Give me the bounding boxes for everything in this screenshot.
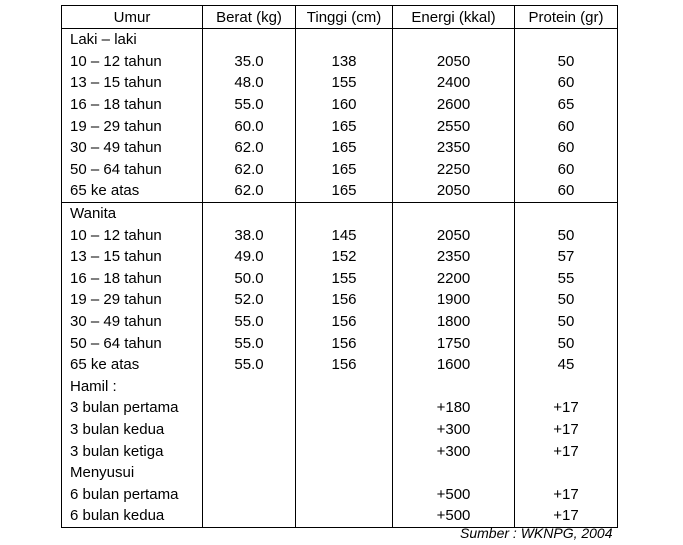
table-cell: 60.0 (203, 115, 296, 137)
table-cell: 19 – 29 tahun (62, 115, 203, 137)
table-row (62, 289, 618, 311)
table-cell (203, 419, 296, 441)
table-cell: 50 (515, 51, 618, 73)
table-row (62, 440, 618, 462)
table-cell: 55.0 (203, 354, 296, 376)
header-protein: Protein (gr) (515, 6, 618, 29)
table-cell: 60 (515, 159, 618, 181)
table-cell: Menyusui (62, 462, 203, 484)
table-row (62, 354, 618, 376)
empty-cell (393, 202, 515, 224)
table-cell: +17 (515, 397, 618, 419)
table-cell: 50 (515, 332, 618, 354)
table-cell (296, 505, 393, 527)
table-cell: +500 (393, 483, 515, 505)
table-row (62, 72, 618, 94)
table-cell: 156 (296, 311, 393, 333)
header-row (62, 6, 618, 29)
empty-cell (515, 29, 618, 51)
empty-cell (203, 29, 296, 51)
table-cell (515, 462, 618, 484)
table-cell: 2350 (393, 246, 515, 268)
table-cell: +17 (515, 483, 618, 505)
table-cell (296, 440, 393, 462)
table-cell: 16 – 18 tahun (62, 268, 203, 290)
table-cell: 50 (515, 311, 618, 333)
table-row (62, 332, 618, 354)
table-cell: 50 – 64 tahun (62, 332, 203, 354)
table-cell: 165 (296, 115, 393, 137)
table-cell: 156 (296, 332, 393, 354)
table-cell: +500 (393, 505, 515, 527)
table-row (62, 246, 618, 268)
empty-cell (203, 202, 296, 224)
table-cell: 30 – 49 tahun (62, 311, 203, 333)
table-row (62, 505, 618, 527)
table-cell: 13 – 15 tahun (62, 72, 203, 94)
table-cell (203, 505, 296, 527)
table-row (62, 159, 618, 181)
table-cell: 6 bulan pertama (62, 483, 203, 505)
table-cell: 2050 (393, 51, 515, 73)
table-row (62, 376, 618, 398)
table-cell: 165 (296, 159, 393, 181)
table-cell: 30 – 49 tahun (62, 137, 203, 159)
table-cell: 6 bulan kedua (62, 505, 203, 527)
table-row (62, 224, 618, 246)
table-cell: 2200 (393, 268, 515, 290)
table-cell: 156 (296, 354, 393, 376)
table-cell: 48.0 (203, 72, 296, 94)
table-cell: 3 bulan kedua (62, 419, 203, 441)
header-tinggi: Tinggi (cm) (296, 6, 393, 29)
table-cell: +300 (393, 419, 515, 441)
table-cell: 55.0 (203, 332, 296, 354)
table-cell: 60 (515, 115, 618, 137)
table-cell: 13 – 15 tahun (62, 246, 203, 268)
table-cell: 50 – 64 tahun (62, 159, 203, 181)
table-row (62, 462, 618, 484)
table-cell (203, 376, 296, 398)
table-cell: 145 (296, 224, 393, 246)
table-cell: 19 – 29 tahun (62, 289, 203, 311)
table-cell: 10 – 12 tahun (62, 224, 203, 246)
table-cell: 62.0 (203, 180, 296, 202)
table-cell (203, 483, 296, 505)
table-cell: 62.0 (203, 137, 296, 159)
table-row (62, 483, 618, 505)
table-row (62, 51, 618, 73)
table-cell: 156 (296, 289, 393, 311)
table-cell (203, 397, 296, 419)
table-cell: 3 bulan pertama (62, 397, 203, 419)
table-cell: 62.0 (203, 159, 296, 181)
table-cell: 2550 (393, 115, 515, 137)
table-cell: 152 (296, 246, 393, 268)
table-row (62, 397, 618, 419)
header-umur: Umur (62, 6, 203, 29)
table-cell (296, 483, 393, 505)
table-cell: 3 bulan ketiga (62, 440, 203, 462)
table-cell (203, 440, 296, 462)
section-label-row (62, 29, 618, 51)
table-cell: 2050 (393, 180, 515, 202)
table-cell: 55 (515, 268, 618, 290)
table-row (62, 115, 618, 137)
table-body (62, 6, 618, 528)
table-cell: 52.0 (203, 289, 296, 311)
table-cell: 35.0 (203, 51, 296, 73)
table-cell: 138 (296, 51, 393, 73)
table-cell: 55.0 (203, 311, 296, 333)
table-cell (296, 397, 393, 419)
table-cell: 16 – 18 tahun (62, 94, 203, 116)
source-note: Sumber : WKNPG, 2004 (460, 525, 613, 541)
table-row (62, 94, 618, 116)
table-cell: 50 (515, 224, 618, 246)
table-row (62, 311, 618, 333)
nutrition-table (61, 5, 618, 528)
table-cell: +300 (393, 440, 515, 462)
table-cell: 2350 (393, 137, 515, 159)
table-cell: 55.0 (203, 94, 296, 116)
table-cell: 10 – 12 tahun (62, 51, 203, 73)
table-cell: 1900 (393, 289, 515, 311)
table-row (62, 268, 618, 290)
table-cell: 165 (296, 137, 393, 159)
table-cell: +180 (393, 397, 515, 419)
table-cell: 165 (296, 180, 393, 202)
table-cell (296, 462, 393, 484)
empty-cell (393, 29, 515, 51)
table-cell: 65 ke atas (62, 354, 203, 376)
table-cell: 1750 (393, 332, 515, 354)
table-cell: 2400 (393, 72, 515, 94)
table-cell (296, 376, 393, 398)
table-cell: 65 ke atas (62, 180, 203, 202)
table-cell (296, 419, 393, 441)
table-cell: 2250 (393, 159, 515, 181)
table-cell: Hamil : (62, 376, 203, 398)
section-label: Wanita (62, 202, 203, 224)
table-cell: 38.0 (203, 224, 296, 246)
section-label-row (62, 202, 618, 224)
table-cell (393, 376, 515, 398)
table-cell: 155 (296, 72, 393, 94)
table-cell (515, 376, 618, 398)
table-cell: 2600 (393, 94, 515, 116)
table-cell (203, 462, 296, 484)
table-cell: 50.0 (203, 268, 296, 290)
header-energi: Energi (kkal) (393, 6, 515, 29)
table-cell (393, 462, 515, 484)
table-cell: 57 (515, 246, 618, 268)
empty-cell (296, 29, 393, 51)
section-label: Laki – laki (62, 29, 203, 51)
empty-cell (515, 202, 618, 224)
table-cell: 60 (515, 72, 618, 94)
table-row (62, 419, 618, 441)
table-row (62, 137, 618, 159)
table-cell: 65 (515, 94, 618, 116)
table-cell: +17 (515, 419, 618, 441)
table-cell: 60 (515, 180, 618, 202)
table-cell: +17 (515, 505, 618, 527)
table-cell: 2050 (393, 224, 515, 246)
empty-cell (296, 202, 393, 224)
table-cell: 45 (515, 354, 618, 376)
table-cell: 60 (515, 137, 618, 159)
table-row (62, 180, 618, 202)
table-cell: 49.0 (203, 246, 296, 268)
table-cell: 155 (296, 268, 393, 290)
header-berat: Berat (kg) (203, 6, 296, 29)
table-cell: 1600 (393, 354, 515, 376)
table-cell: +17 (515, 440, 618, 462)
table-cell: 50 (515, 289, 618, 311)
table-cell: 1800 (393, 311, 515, 333)
table-cell: 160 (296, 94, 393, 116)
